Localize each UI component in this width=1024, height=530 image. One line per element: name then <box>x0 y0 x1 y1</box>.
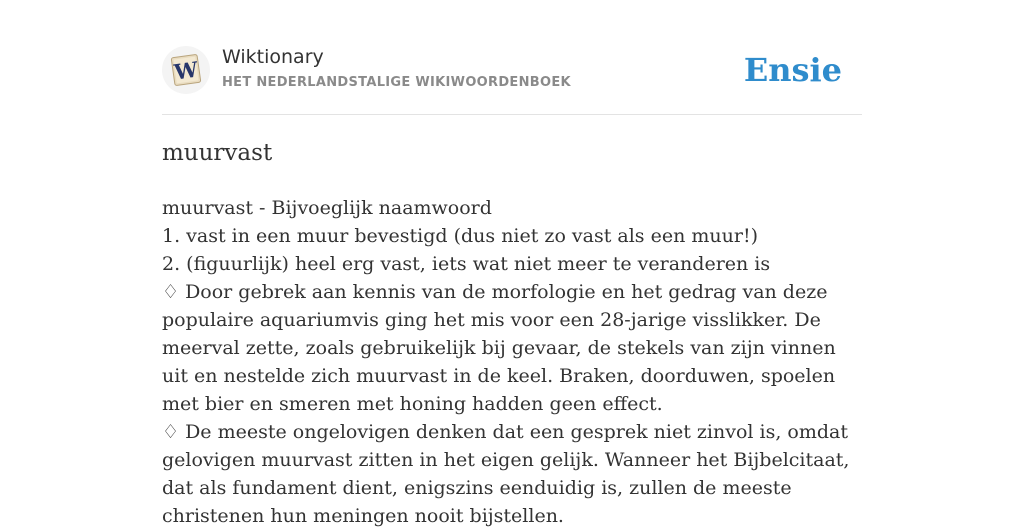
entry-heading: muurvast - Bijvoeglijk naamwoord <box>162 197 492 219</box>
page-title: muurvast <box>162 140 273 166</box>
site-tagline: HET NEDERLANDSTALIGE WIKIWOORDENBOEK <box>222 75 571 90</box>
example-sentence: ♢ Door gebrek aan kennis van de morfologie en het gedrag van deze populaire aquariumvis ging het mis voor een 28-jarige visslikker. De meerval zette, zoals gebruikelijk bij gevaar, de stekels van zijn vinnen uit en nestelde zich muurvast in de keel. Braken, doorduwen, spoelen met bier en smeren met honing hadden geen effect. <box>162 281 836 415</box>
wiktionary-logo-icon <box>162 46 210 94</box>
site-header <box>162 44 862 115</box>
definition-item: 1. vast in een muur bevestigd (dus niet zo vast als een muur!) <box>162 225 758 247</box>
main-content <box>162 136 864 530</box>
entry-body <box>162 194 864 530</box>
definition-item: 2. (figuurlijk) heel erg vast, iets wat niet meer te veranderen is <box>162 253 771 275</box>
ensie-brand-link[interactable]: Ensie <box>743 51 842 89</box>
site-name[interactable]: Wiktionary <box>222 46 324 68</box>
example-sentence: ♢ De meeste ongelovigen denken dat een gesprek niet zinvol is, omdat gelovigen muurvast zitten in het eigen gelijk. Wanneer het Bijbelcitaat, dat als fundament dient, enigszins eenduidig is, zullen de meeste christenen hun meningen nooit bijstellen. <box>162 421 850 527</box>
logo-letter: W <box>172 56 200 85</box>
wiktionary-logo[interactable] <box>162 46 210 94</box>
